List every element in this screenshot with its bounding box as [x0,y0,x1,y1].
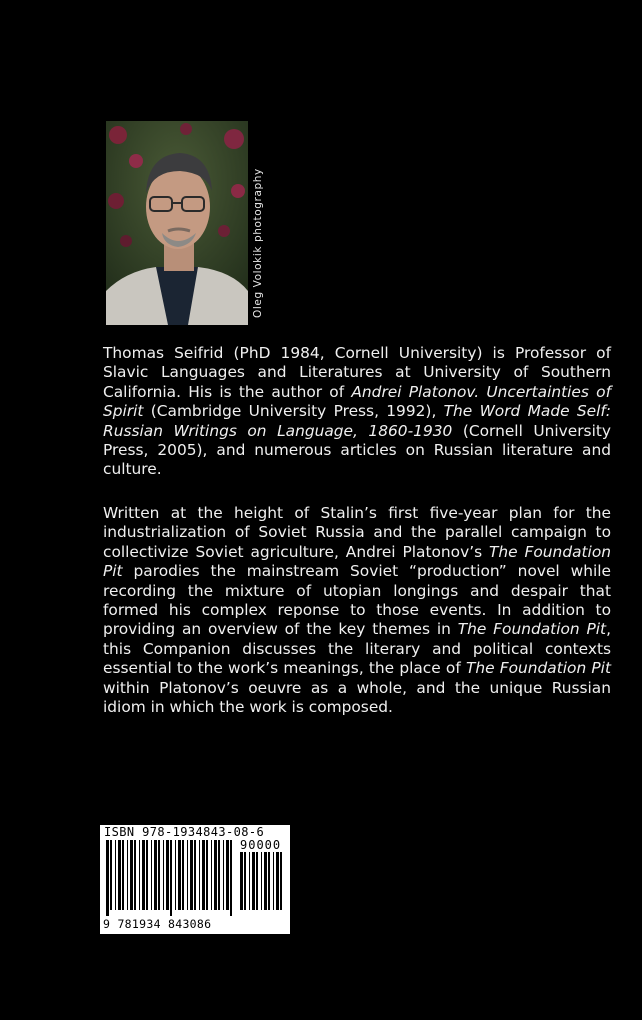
barcode-bar [240,852,243,910]
barcode-bar [166,840,169,910]
addon-digits: 90000 [240,838,282,852]
barcode-bar [190,840,193,910]
barcode-bar [264,852,267,910]
barcode-bar [175,840,176,910]
desc-title-1: The Foundation Pit [103,542,611,581]
desc-text-3: , this Companion discusses the literary and political contexts essential to the work’s meanings, the place of [103,620,611,678]
barcode-bar [252,852,255,910]
barcode-bar [249,852,250,910]
author-photo [106,121,248,325]
barcode-bar [273,852,274,910]
barcode-bar [280,852,282,910]
barcode-bar [223,840,224,910]
barcode-bar [106,840,109,916]
barcode-bar [110,840,112,910]
barcode-bar [127,840,128,910]
barcode-bar [261,852,262,910]
barcode-bar [199,840,200,910]
barcode-bar [118,840,121,910]
book-description [103,504,611,717]
barcode-bar [206,840,208,910]
author-bio [103,344,611,480]
barcode-bar [170,840,172,916]
barcode-bar [187,840,188,910]
addon-barcode-bars [240,852,286,916]
barcode-bar [122,840,124,910]
barcode-bar [268,852,270,910]
barcode-bar [211,840,212,910]
bio-text-1: Thomas Seifrid (PhD 1984, Cornell University) is Professor of Slavic Languages and Literatures at University of Southern California. His is the author of [103,344,611,401]
bio-book-title-1: Andrei Platonov. Uncertainties of Spirit [103,382,611,421]
ean-digits: 9 781934 843086 [103,917,212,931]
barcode-bar [276,852,279,910]
bio-book-title-2: The Word Made Self: Russian Writings on Language, 1860-1930 [103,402,611,440]
barcode-bar [202,840,205,910]
barcode-bar [146,840,148,910]
barcode-bar [182,840,184,910]
barcode-bar [244,852,246,910]
barcode-bar [154,840,157,910]
desc-title-3: The Foundation Pit [465,659,611,678]
barcode-bar [142,840,145,910]
isbn-label: ISBN 978-1934843-08-6 [104,825,265,839]
ean-barcode-bars [106,840,234,916]
barcode-bar [158,840,160,910]
barcode-bar [163,840,164,910]
barcode-bar [130,840,133,910]
barcode-bar [115,840,116,910]
bio-text-3: (Cornell University Press, 2005), and numerous articles on Russian literature and culture. [103,421,611,479]
barcode-bar [178,840,181,910]
barcode-bar [218,840,220,910]
desc-text-2: parodies the mainstream Soviet “production” novel while recording the mixture of utopian longings and despair that formed his complex reponse to those events. In addition to providing an overview of the key themes in [103,562,611,639]
desc-text-4: within Platonov’s oeuvre as a whole, and the unique Russian idiom in which the work is composed. [103,678,611,717]
barcode-bar [194,840,196,910]
desc-text-1: Written at the height of Stalin’s first five-year plan for the industrialization of Soviet Russia and the parallel campaign to collectivize Soviet agriculture, Andrei Platonov’s [103,504,611,561]
barcode-bar [214,840,217,910]
barcode-bar [151,840,152,910]
author-portrait-image [106,121,248,325]
barcode-bar [226,840,229,910]
isbn-barcode [100,825,290,934]
barcode-bar [134,840,136,910]
barcode-bar [139,840,140,910]
barcode-bar [230,840,232,916]
photo-credit: Oleg Volokik photography [252,168,264,318]
bio-text-2: (Cambridge University Press, 1992), [143,402,444,421]
barcode-bar [256,852,258,910]
desc-title-2: The Foundation Pit [457,620,607,639]
